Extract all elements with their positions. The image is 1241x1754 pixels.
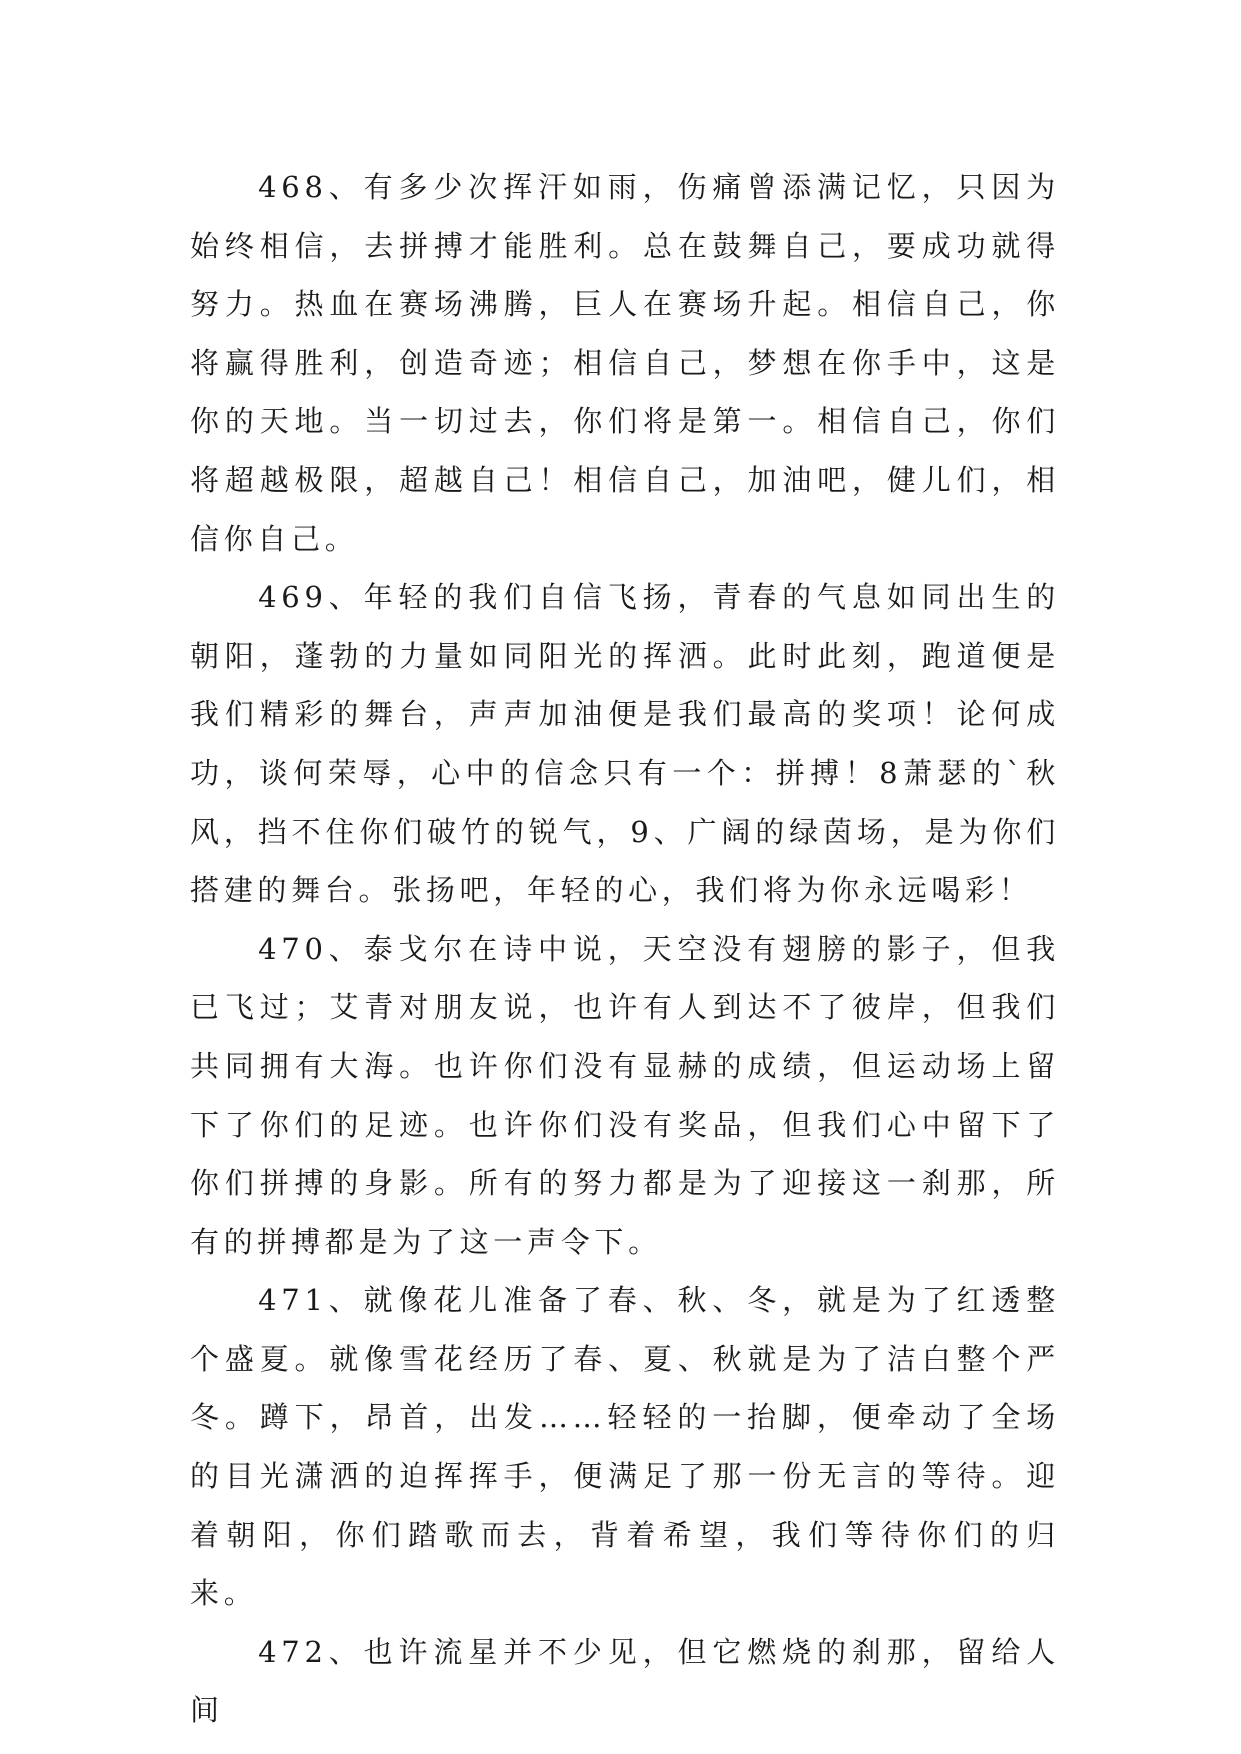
paragraph-470: 470、泰戈尔在诗中说，天空没有翅膀的影子，但我已飞过；艾青对朋友说，也许有人到达不了彼岸，但我们共同拥有大海。也许你们没有显赫的成绩，但运动场上留下了你们的足迹。也许你们没有奖品，但我们心中留下了你们拼搏的身影。所有的努力都是为了迎接这一刹那，所有的拼搏都是为了这一声令下。 xyxy=(190,931,1060,1259)
paragraph-469: 469、年轻的我们自信飞扬，青春的气息如同出生的朝阳，蓬勃的力量如同阳光的挥洒。此时此刻，跑道便是我们精彩的舞台，声声加油便是我们最高的奖项！论何成功，谈何荣辱，心中的信念只有一个：拼搏！8萧瑟的`秋风，挡不住你们破竹的锐气，9、广阔的绿茵场，是为你们搭建的舞台。张扬吧，年轻的心，我们将为你永远喝彩！ xyxy=(190,580,1060,908)
document-body xyxy=(190,158,1060,1740)
paragraph-472: 472、也许流星并不少见，但它燃烧的刹那，留给人间 xyxy=(190,1634,1060,1728)
paragraph-468: 468、有多少次挥汗如雨，伤痛曾添满记忆，只因为始终相信，去拼搏才能胜利。总在鼓舞自己，要成功就得努力。热血在赛场沸腾，巨人在赛场升起。相信自己，你将赢得胜利，创造奇迹；相信自己，梦想在你手中，这是你的天地。当一切过去，你们将是第一。相信自己，你们将超越极限，超越自己！相信自己，加油吧，健儿们，相信你自己。 xyxy=(190,170,1060,556)
paragraph-471: 471、就像花儿准备了春、秋、冬，就是为了红透整个盛夏。就像雪花经历了春、夏、秋就是为了洁白整个严冬。蹲下，昂首，出发……轻轻的一抬脚，便牵动了全场的目光潇洒的迫挥挥手，便满足了那一份无言的等待。迎着朝阳，你们踏歌而去，背着希望，我们等待你们的归来。 xyxy=(190,1283,1060,1611)
